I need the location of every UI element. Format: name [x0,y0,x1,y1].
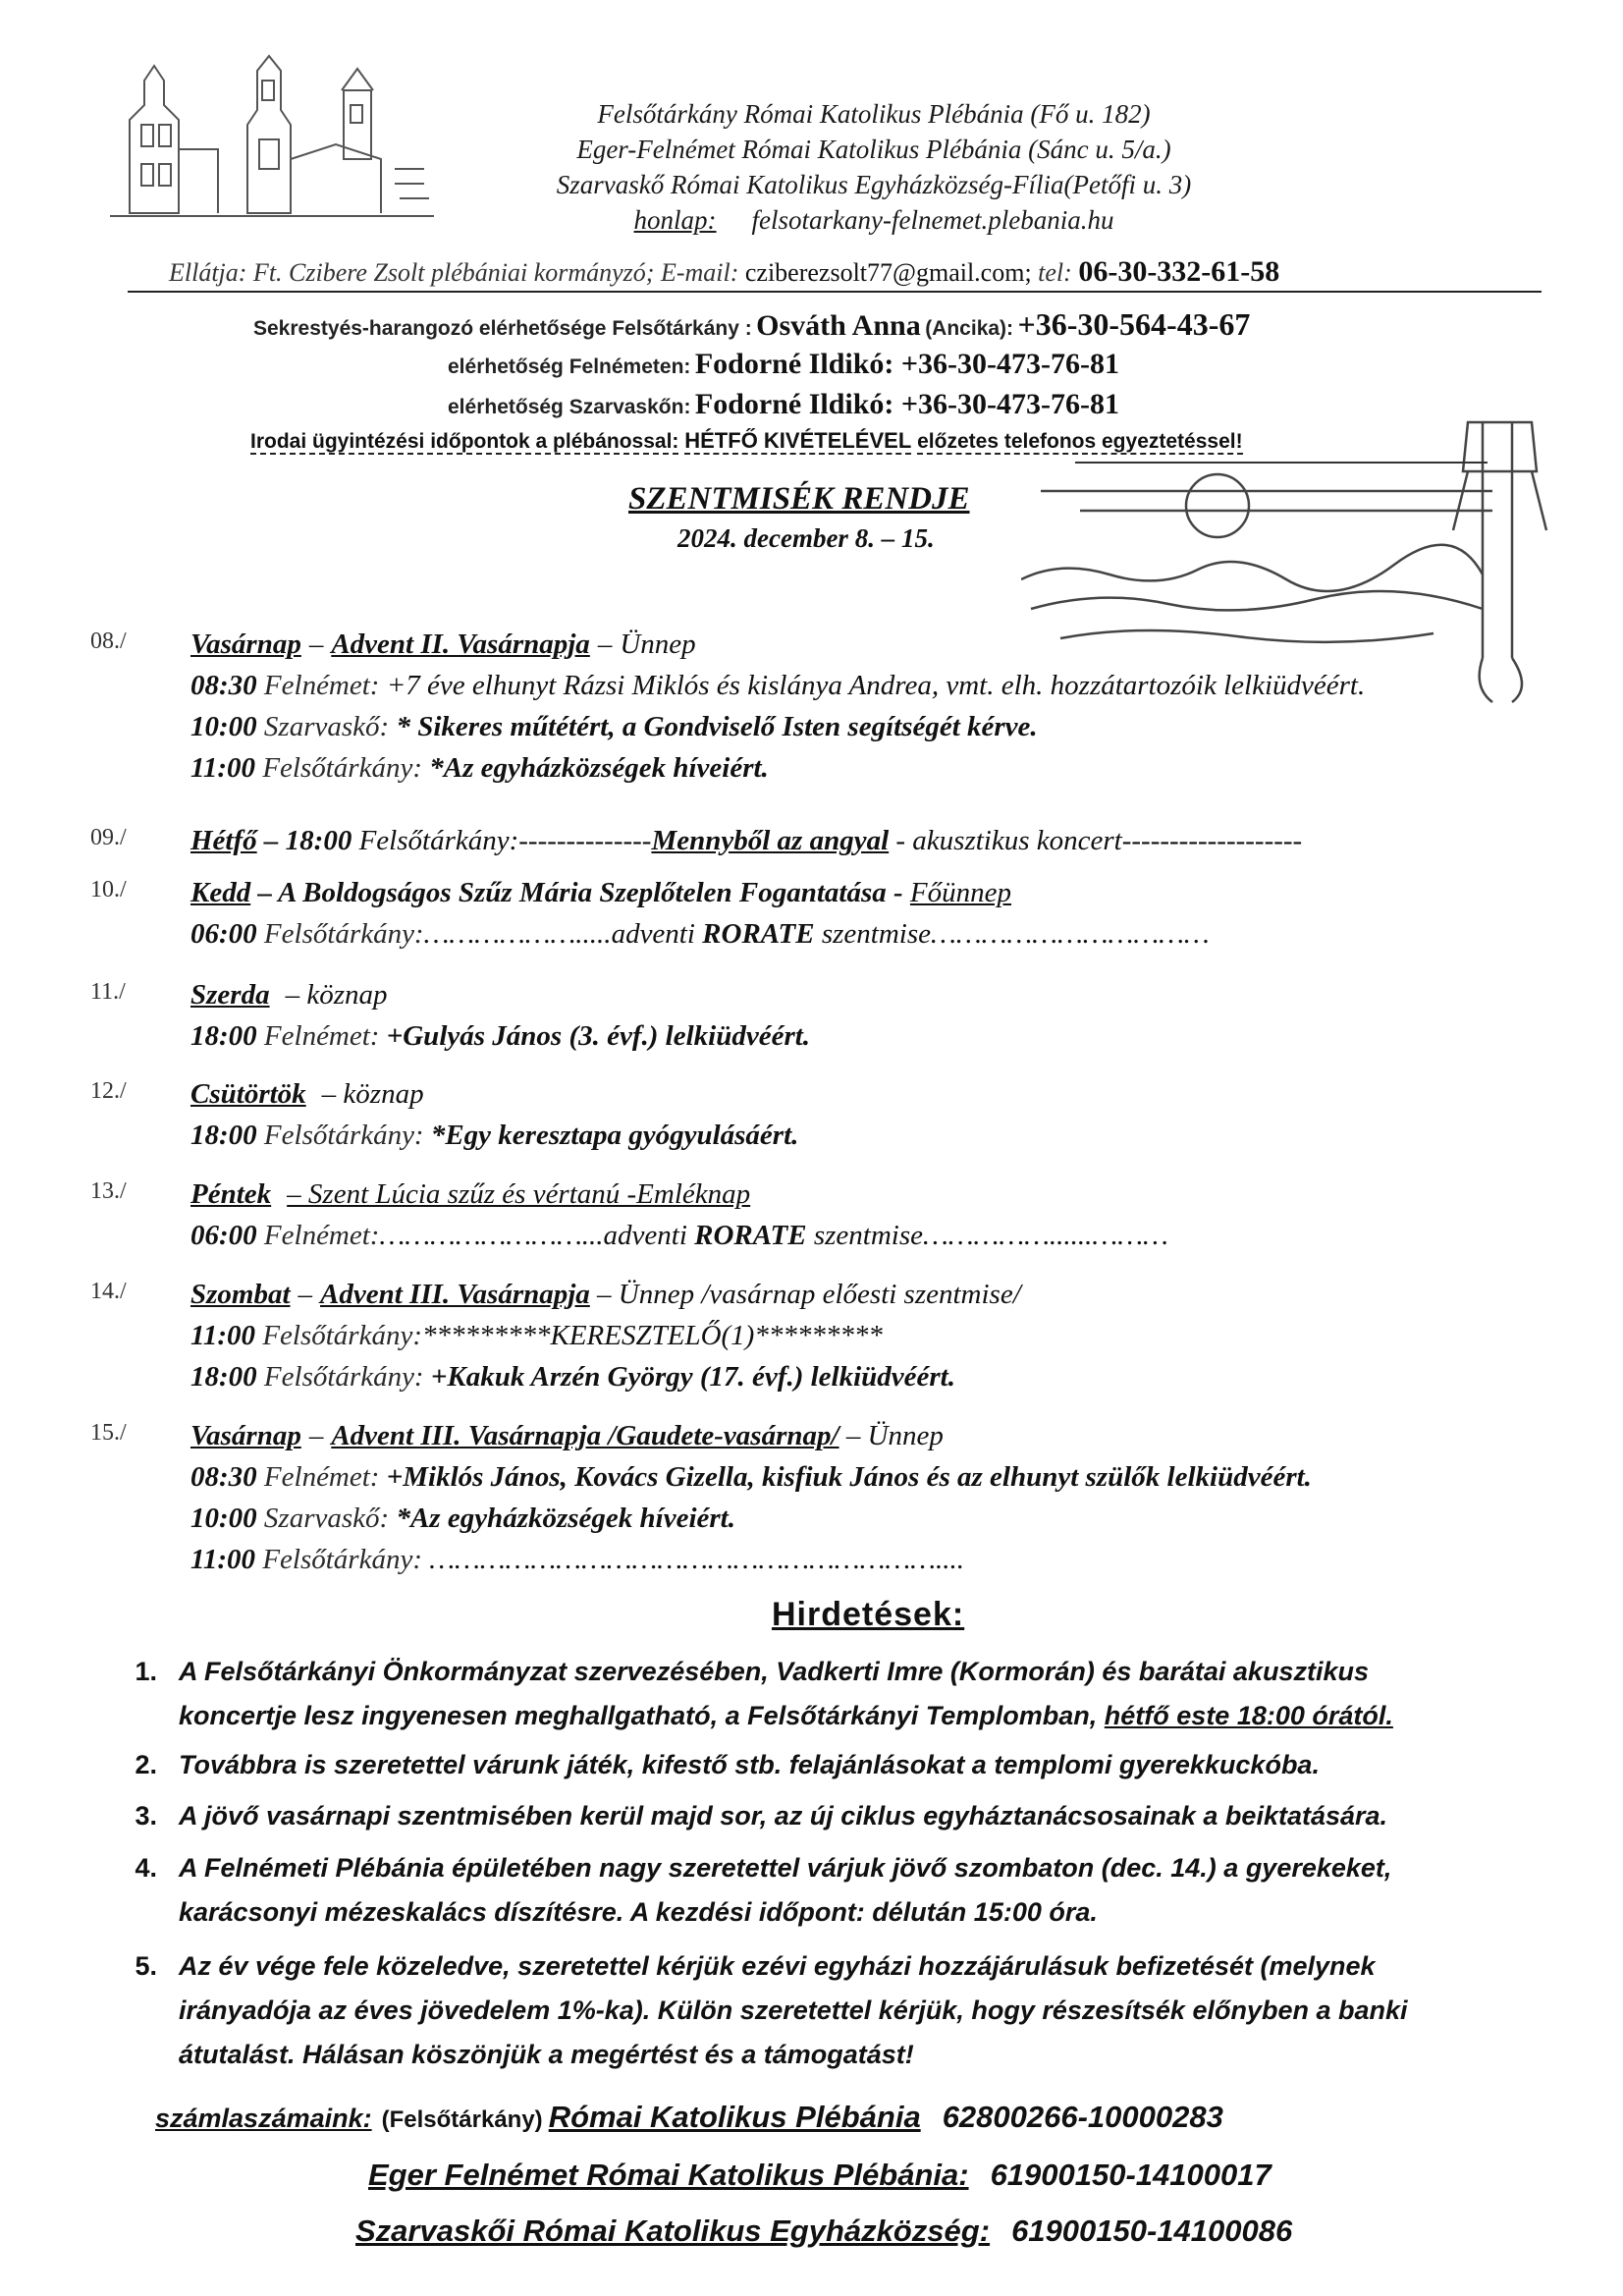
account-number: 62800266-10000283 [942,2100,1223,2134]
item-number: 4. [135,1853,157,1883]
dots: ……………………... [379,1220,604,1251]
mass-time: 11:00 [190,1544,256,1575]
priest-email[interactable]: cziberezsolt77@gmail.com; [744,258,1032,287]
day-heading [190,877,1011,909]
feast-rank: Ünnep [620,629,696,660]
dots: ………………..... [423,918,612,950]
day-name: Péntek [190,1178,272,1210]
felnemet-contact [448,348,1119,381]
mass-intention: +7 éve elhunyt Rázsi Miklós és kislánya Andrea, vmt. elh. hozzátartozóik lelkiüdvéért. [386,670,1366,701]
felnemet-label: elérhetőség Felnémeten: [448,355,691,378]
account-name: Eger Felnémet Római Katolikus Plébánia: [368,2158,969,2192]
rorate-suffix: szentmise [813,1220,923,1251]
item-line: koncertje lesz ingyenesen meghallgatható, a Felsőtárkányi Templomban, [179,1701,1098,1730]
rorate-suffix: szentmise [821,918,932,950]
mass-intention: * Sikeres műtétért, a Gondviselő Isten segítségét kérve. [396,711,1038,742]
item-text [179,1743,1593,1787]
day-heading [190,979,388,1011]
event-type: - akusztikus koncert------------------- [895,825,1303,856]
parish-line-2: Eger-Felnémet Római Katolikus Plébánia (Sánc u. 5/a.) [576,135,1171,164]
rorate: RORATE [702,918,815,950]
account-owner-note: (Felsőtárkány) [381,2106,543,2133]
day-heading [190,1279,1021,1311]
mass-entry [190,752,769,785]
feast-rank: – Ünnep /vasárnap előesti szentmise/ [597,1279,1021,1310]
item-number: 3. [135,1801,157,1831]
church-illustration [110,51,434,218]
header-divider [128,291,1542,293]
mass-place: Szarvaskő: [263,711,390,742]
item-line: A jövő vasárnapi szentmisében kerül majd sor, az új ciklus egyháztanácsosainak a beiktatására. [179,1801,1388,1831]
feast-rank: – köznap [321,1078,424,1110]
day-heading [190,1178,750,1211]
feast-name: Advent III. Vasárnapja /Gaudete-vasárnap/ [331,1420,839,1451]
feast-rank: – Szent Lúcia szűz és vértanú -Emléknap [287,1178,751,1210]
mass-time: 08:30 [190,1461,257,1493]
rorate-prefix: adventi [603,1220,687,1251]
day-number: 14./ [90,1279,127,1304]
item-highlight: hétfő este 18:00 órától. [1104,1701,1393,1730]
item-line: irányadója az éves jövedelem 1%-ka). Külön szeretettel kérjük, hogy részesítsék előnyben a banki [179,1995,1408,2025]
feast-rank: – köznap [285,979,388,1011]
felnemet-value: Fodorné Ildikó: +36-30-473-76-81 [694,348,1119,380]
mass-entry [190,1020,810,1053]
dots: …………………………… [931,918,1210,950]
priest-name: Ellátja: Ft. Czibere Zsolt plébániai kormányzó; E-mail: [169,258,739,287]
website-label: honlap: [633,205,717,235]
mass-time: – 18:00 [263,825,352,856]
mass-time: 10:00 [190,711,257,742]
day-number: 09./ [90,825,127,850]
account-row-3 [355,2214,1292,2249]
schedule-title: SZENTMISÉK RENDJE [628,481,970,517]
szarvasko-contact [448,388,1119,421]
item-line: A Felnémeti Plébánia épületében nagy szeretettel várjuk jövő szombaton (dec. 14.) a gyerekeket, [179,1853,1392,1883]
mass-place: Felnémet: [263,1220,380,1251]
announcements-title: Hirdetések: [772,1596,965,1633]
mass-time: 06:00 [190,1220,257,1251]
parish-line-1: Felsőtárkány Római Katolikus Plébánia (Fő u. 182) [597,99,1151,129]
schedule-date: 2024. december 8. – 15. [677,523,935,553]
mass-place: Felnémet: [263,670,380,701]
day-name: Vasárnap [190,629,301,660]
item-number: 5. [135,1951,157,1981]
sacristan-name: Osváth Anna [756,309,921,342]
office-label: Irodai ügyintézési időpontok a plébánossal: [250,430,679,453]
mass-place: Felnémet: [263,1461,380,1493]
item-text [179,1794,1593,1838]
feast-rank: Főünnep [909,877,1012,908]
mass-place: Felsőtárkány: [262,1544,422,1575]
dots: ……………......……… [922,1220,1168,1251]
item-line: karácsonyi mézeskalács díszítésre. A kezdési időpont: délután 15:00 óra. [179,1897,1098,1927]
mass-intention: +Gulyás János (3. évf.) lelkiüdvéért. [386,1020,811,1052]
mass-place: Felsőtárkány: [262,752,422,784]
item-text [179,1944,1593,2077]
mass-time: 10:00 [190,1503,257,1534]
mass-entry [190,918,1210,951]
mass-entry [190,1503,735,1535]
office-exception: HÉTFŐ KIVÉTELÉVEL [684,428,912,453]
sacristan-label: Sekrestyés-harangozó elérhetősége Felsőtárkány : [253,317,752,340]
event-name: Mennyből az angyal [651,825,890,856]
sep: – [298,1279,313,1310]
item-line: átutalást. Hálásan köszönjük a megértést és a támogatást! [179,2040,914,2069]
day-name: Szombat [190,1279,291,1310]
mass-intention: *********KERESZTELŐ(1)********* [421,1320,883,1351]
day-heading [190,1078,424,1111]
mass-time: 08:30 [190,670,257,701]
item-line: A Felsőtárkányi Önkormányzat szervezésében, Vadkerti Imre (Kormorán) és barátai akusztikus [179,1657,1369,1686]
mass-intention: +Miklós János, Kovács Gizella, kisfiuk János és az elhunyt szülők lelkiüdvéért. [386,1461,1312,1493]
day-number: 12./ [90,1078,127,1104]
day-heading [190,1420,944,1452]
mass-place: Szarvaskő: [263,1503,390,1534]
account-name: Szarvaskői Római Katolikus Egyházközség: [355,2214,991,2248]
mass-entry [190,1461,1312,1494]
feast-name: Advent II. Vasárnapja [331,629,590,660]
mass-entry [190,1544,964,1576]
day-heading [190,629,696,661]
day-name: Kedd [190,877,251,908]
account-number: 61900150-14100017 [990,2158,1271,2192]
mass-entry [190,1220,1168,1252]
title-rule [1075,462,1488,464]
day-name: Szerda [190,979,270,1011]
mass-time: 18:00 [190,1020,257,1052]
landscape-illustration [1021,412,1600,707]
mass-place: Felnémet: [263,1020,380,1052]
feast-name: – A Boldogságos Szűz Mária Szeplőtelen Fogantatása - [257,877,903,908]
account-name: Római Katolikus Plébánia [548,2100,921,2134]
feast-name: Advent III. Vasárnapja [320,1279,590,1310]
account-row-2 [368,2158,1271,2193]
day-number: 08./ [90,629,127,654]
sacristan-phone: +36-30-564-43-67 [1017,306,1251,342]
website-url[interactable]: felsotarkany-felnemet.plebania.hu [751,205,1114,235]
day-number: 13./ [90,1178,127,1204]
day-name: Vasárnap [190,1420,301,1451]
rorate-prefix: adventi [611,918,695,950]
item-text [179,1650,1593,1738]
parish-header [432,96,1316,238]
sacristan-contact [253,306,1250,343]
mass-entry [190,670,1365,702]
mass-place: Felsőtárkány: [263,918,424,950]
priest-phone: 06-30-332-61-58 [1078,255,1280,288]
mass-entry [190,1361,955,1394]
item-line: Továbbra is szeretettel várunk játék, kifestő stb. felajánlásokat a templomi gyerekkuckóba. [179,1750,1320,1779]
mass-time: 18:00 [190,1120,257,1151]
item-number: 2. [135,1750,157,1779]
priest-contact [169,255,1279,290]
sacristan-nick: (Ancika): [925,317,1014,340]
mass-time: 11:00 [190,1320,256,1351]
day-name: Hétfő [190,825,257,856]
mass-time: 06:00 [190,918,257,950]
item-line: Az év vége fele közeledve, szeretettel kérjük ezévi egyházi hozzájárulásuk befizetését (melynek [179,1951,1376,1981]
mass-intention: +Kakuk Arzén György (17. évf.) lelkiüdvéért. [430,1361,955,1393]
item-number: 1. [135,1657,157,1686]
account-row-1 [155,2100,1223,2135]
mass-entry [190,711,1038,743]
feast-rank: – Ünnep [845,1420,944,1451]
mass-place: Felsőtárkány:-------------- [358,825,652,856]
mass-time: 18:00 [190,1361,257,1393]
item-text [179,1846,1593,1935]
day-number: 11./ [90,979,126,1005]
mass-intention: *Egy keresztapa gyógyulásáért. [430,1120,799,1151]
day-heading [190,825,1302,857]
website-line [432,202,1316,238]
rorate: RORATE [694,1220,807,1251]
mass-intention: …………………………………………………….... [429,1544,964,1575]
szarvasko-value: Fodorné Ildikó: +36-30-473-76-81 [694,388,1119,420]
day-name: Csütörtök [190,1078,306,1110]
mass-intention: *Az egyházközségek híveiért. [396,1503,735,1534]
mass-entry [190,1120,798,1152]
mass-entry [190,1320,883,1352]
szarvasko-label: elérhetőség Szarvaskőn: [448,396,691,418]
mass-place: Felsőtárkány: [263,1361,424,1393]
mass-intention: *Az egyházközségek híveiért. [429,752,769,784]
account-number: 61900150-14100086 [1011,2214,1293,2248]
mass-place: Felsőtárkány: [263,1120,424,1151]
accounts-label: számlaszámaink: [155,2104,372,2133]
tel-label: tel: [1038,258,1072,287]
office-note: előzetes telefonos egyeztetéssel! [917,430,1243,453]
sep: – [308,1420,324,1451]
day-number: 10./ [90,877,127,902]
mass-time: 11:00 [190,752,256,784]
day-number: 15./ [90,1420,127,1446]
sep2: – [597,629,613,660]
sep: – [308,629,324,660]
mass-place: Felsőtárkány: [262,1320,422,1351]
parish-line-3: Szarvaskő Római Katolikus Egyházközség-Fília(Petőfi u. 3) [556,170,1192,199]
